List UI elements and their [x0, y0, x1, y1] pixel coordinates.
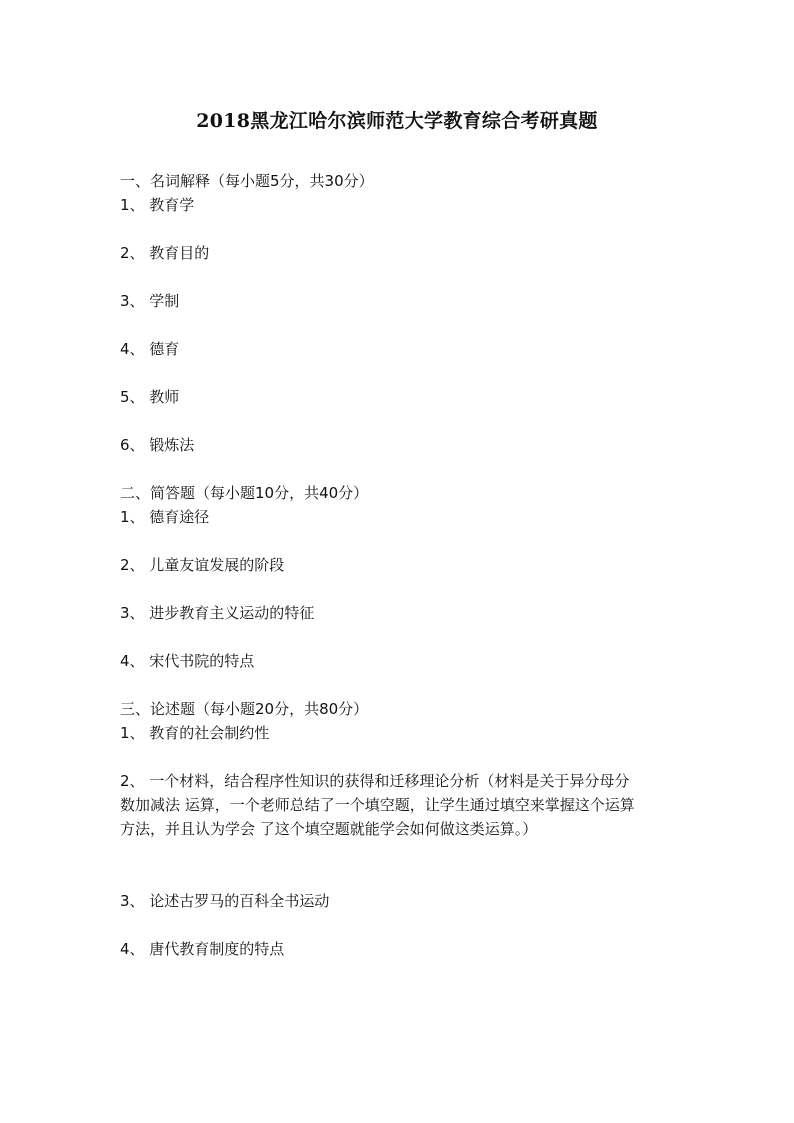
paragraph-line: 2、 一个材料，结合程序性知识的获得和迁移理论分析（材料是关于异分母分 [120, 772, 630, 790]
question-item: 3、 论述古罗马的百科全书运动 [120, 892, 330, 910]
question-item-paragraph [120, 769, 680, 841]
document-title: 2018黑龙江哈尔滨师范大学教育综合考研真题 [196, 110, 598, 132]
paragraph-line: 数加减法 运算，一个老师总结了一个填空题，让学生通过填空来掌握这个运算 [120, 796, 635, 814]
section-heading-essay: 三、论述题（每小题20分，共80分） [120, 700, 369, 718]
section-heading-terms: 一、名词解释（每小题5分，共30分） [120, 172, 374, 190]
question-item: 4、 宋代书院的特点 [120, 652, 255, 670]
question-item: 4、 德育 [120, 340, 180, 358]
question-item: 2、 教育目的 [120, 244, 210, 262]
question-item: 1、 教育学 [120, 196, 195, 214]
question-item: 5、 教师 [120, 388, 180, 406]
question-item: 1、 德育途径 [120, 508, 210, 526]
question-item: 3、 学制 [120, 292, 180, 310]
question-item: 6、 锻炼法 [120, 436, 195, 454]
paragraph-line: 方法，并且认为学会 了这个填空题就能学会如何做这类运算。） [120, 820, 538, 838]
question-item: 2、 儿童友谊发展的阶段 [120, 556, 285, 574]
section-heading-short-answer: 二、简答题（每小题10分，共40分） [120, 484, 369, 502]
question-item: 3、 进步教育主义运动的特征 [120, 604, 315, 622]
question-item: 1、 教育的社会制约性 [120, 724, 270, 742]
question-item: 4、 唐代教育制度的特点 [120, 940, 285, 958]
